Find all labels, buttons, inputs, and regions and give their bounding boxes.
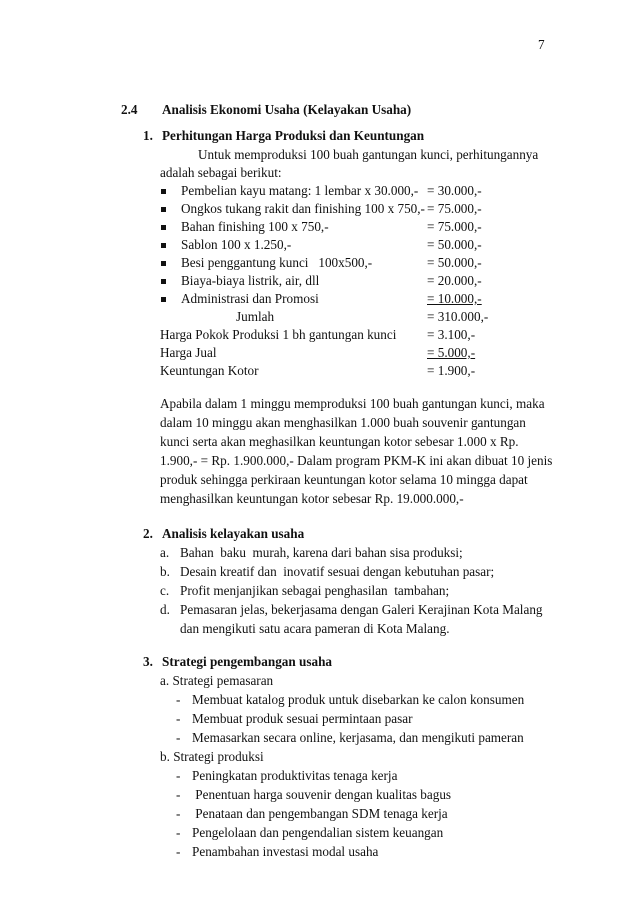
bullet-icon <box>161 297 166 302</box>
dash-marker: - <box>176 692 181 707</box>
list-marker: a. <box>160 545 170 560</box>
cost-value: = 20.000,- <box>427 273 482 288</box>
subsection-title: a. Strategi pemasaran <box>160 673 274 688</box>
paragraph-line: produk sehingga perkiraan keuntungan kotor selama 10 mingga dapat <box>160 472 528 487</box>
strategy-item: Membuat produk sesuai permintaan pasar <box>192 711 413 726</box>
part3-number: 3. <box>143 654 153 669</box>
bullet-icon <box>161 225 166 230</box>
summary-label: Keuntungan Kotor <box>160 363 259 378</box>
bullet-icon <box>161 189 166 194</box>
part3-title: Strategi pengembangan usaha <box>162 654 332 669</box>
paragraph-line: dalam 10 minggu akan menghasilkan 1.000 buah souvenir gantungan <box>160 415 526 430</box>
part1-intro-line1: Untuk memproduksi 100 buah gantungan kunci, perhitungannya <box>198 147 539 162</box>
summary-value: = 1.900,- <box>427 363 476 378</box>
list-marker: b. <box>160 564 170 579</box>
cost-value: = 10.000,- <box>427 291 482 306</box>
cost-label: Pembelian kayu matang: 1 lembar x 30.000,- <box>181 183 419 198</box>
total-value: = 310.000,- <box>427 309 489 324</box>
cost-value: = 75.000,- <box>427 219 482 234</box>
cost-label: Ongkos tukang rakit dan finishing 100 x 750,- <box>181 201 425 216</box>
paragraph-line: menghasilkan keuntungan kotor sebesar Rp. 19.000.000,- <box>160 491 464 506</box>
strategy-item: Penataan dan pengembangan SDM tenaga kerja <box>192 806 448 821</box>
part2-title: Analisis kelayakan usaha <box>162 526 305 541</box>
strategy-item: Pengelolaan dan pengendalian sistem keuangan <box>192 825 444 840</box>
paragraph-line: Apabila dalam 1 minggu memproduksi 100 buah gantungan kunci, maka <box>160 396 545 411</box>
dash-marker: - <box>176 730 181 745</box>
section-number: 2.4 <box>121 102 138 117</box>
cost-value: = 75.000,- <box>427 201 482 216</box>
cost-label: Sablon 100 x 1.250,- <box>181 237 292 252</box>
part1-title: Perhitungan Harga Produksi dan Keuntungan <box>162 128 425 143</box>
dash-marker: - <box>176 787 181 802</box>
strategy-item: Memasarkan secara online, kerjasama, dan mengikuti pameran <box>192 730 524 745</box>
bullet-icon <box>161 261 166 266</box>
bullet-icon <box>161 207 166 212</box>
cost-value: = 50.000,- <box>427 255 482 270</box>
cost-label: Bahan finishing 100 x 750,- <box>181 219 329 234</box>
cost-label: Administrasi dan Promosi <box>181 291 319 306</box>
dash-marker: - <box>176 711 181 726</box>
part2-number: 2. <box>143 526 153 541</box>
list-item-continuation: dan mengikuti satu acara pameran di Kota Malang. <box>180 621 450 636</box>
subsection-title: b. Strategi produksi <box>160 749 264 764</box>
summary-label: Harga Pokok Produksi 1 bh gantungan kunci <box>160 327 397 342</box>
section-title: Analisis Ekonomi Usaha (Kelayakan Usaha) <box>162 102 412 117</box>
total-label: Jumlah <box>236 309 275 324</box>
list-item: Desain kreatif dan inovatif sesuai dengan kebutuhan pasar; <box>180 564 495 579</box>
dash-marker: - <box>176 844 181 859</box>
list-item: Bahan baku murah, karena dari bahan sisa produksi; <box>180 545 463 560</box>
summary-value: = 5.000,- <box>427 345 476 360</box>
cost-value: = 50.000,- <box>427 237 482 252</box>
dash-marker: - <box>176 806 181 821</box>
strategy-item: Penambahan investasi modal usaha <box>192 844 379 859</box>
strategy-item: Penentuan harga souvenir dengan kualitas bagus <box>192 787 452 802</box>
paragraph-line: kunci serta akan meghasilkan keuntungan kotor sebesar 1.000 x Rp. <box>160 434 519 449</box>
list-marker: c. <box>160 583 170 598</box>
summary-value: = 3.100,- <box>427 327 476 342</box>
summary-label: Harga Jual <box>160 345 217 360</box>
part1-intro-line2: adalah sebagai berikut: <box>160 165 282 180</box>
bullet-icon <box>161 243 166 248</box>
cost-label: Biaya-biaya listrik, air, dll <box>181 273 320 288</box>
list-item: Profit menjanjikan sebagai penghasilan tambahan; <box>180 583 450 598</box>
paragraph-line: 1.900,- = Rp. 1.900.000,- Dalam program PKM-K ini akan dibuat 10 jenis <box>160 453 553 468</box>
list-item: Pemasaran jelas, bekerjasama dengan Galeri Kerajinan Kota Malang <box>180 602 543 617</box>
page-number: 7 <box>538 37 545 52</box>
part1-number: 1. <box>143 128 153 143</box>
cost-label: Besi penggantung kunci 100x500,- <box>181 255 373 270</box>
cost-value: = 30.000,- <box>427 183 482 198</box>
dash-marker: - <box>176 825 181 840</box>
bullet-icon <box>161 279 166 284</box>
strategy-item: Membuat katalog produk untuk disebarkan ke calon konsumen <box>192 692 525 707</box>
strategy-item: Peningkatan produktivitas tenaga kerja <box>192 768 398 783</box>
list-marker: d. <box>160 602 170 617</box>
dash-marker: - <box>176 768 181 783</box>
